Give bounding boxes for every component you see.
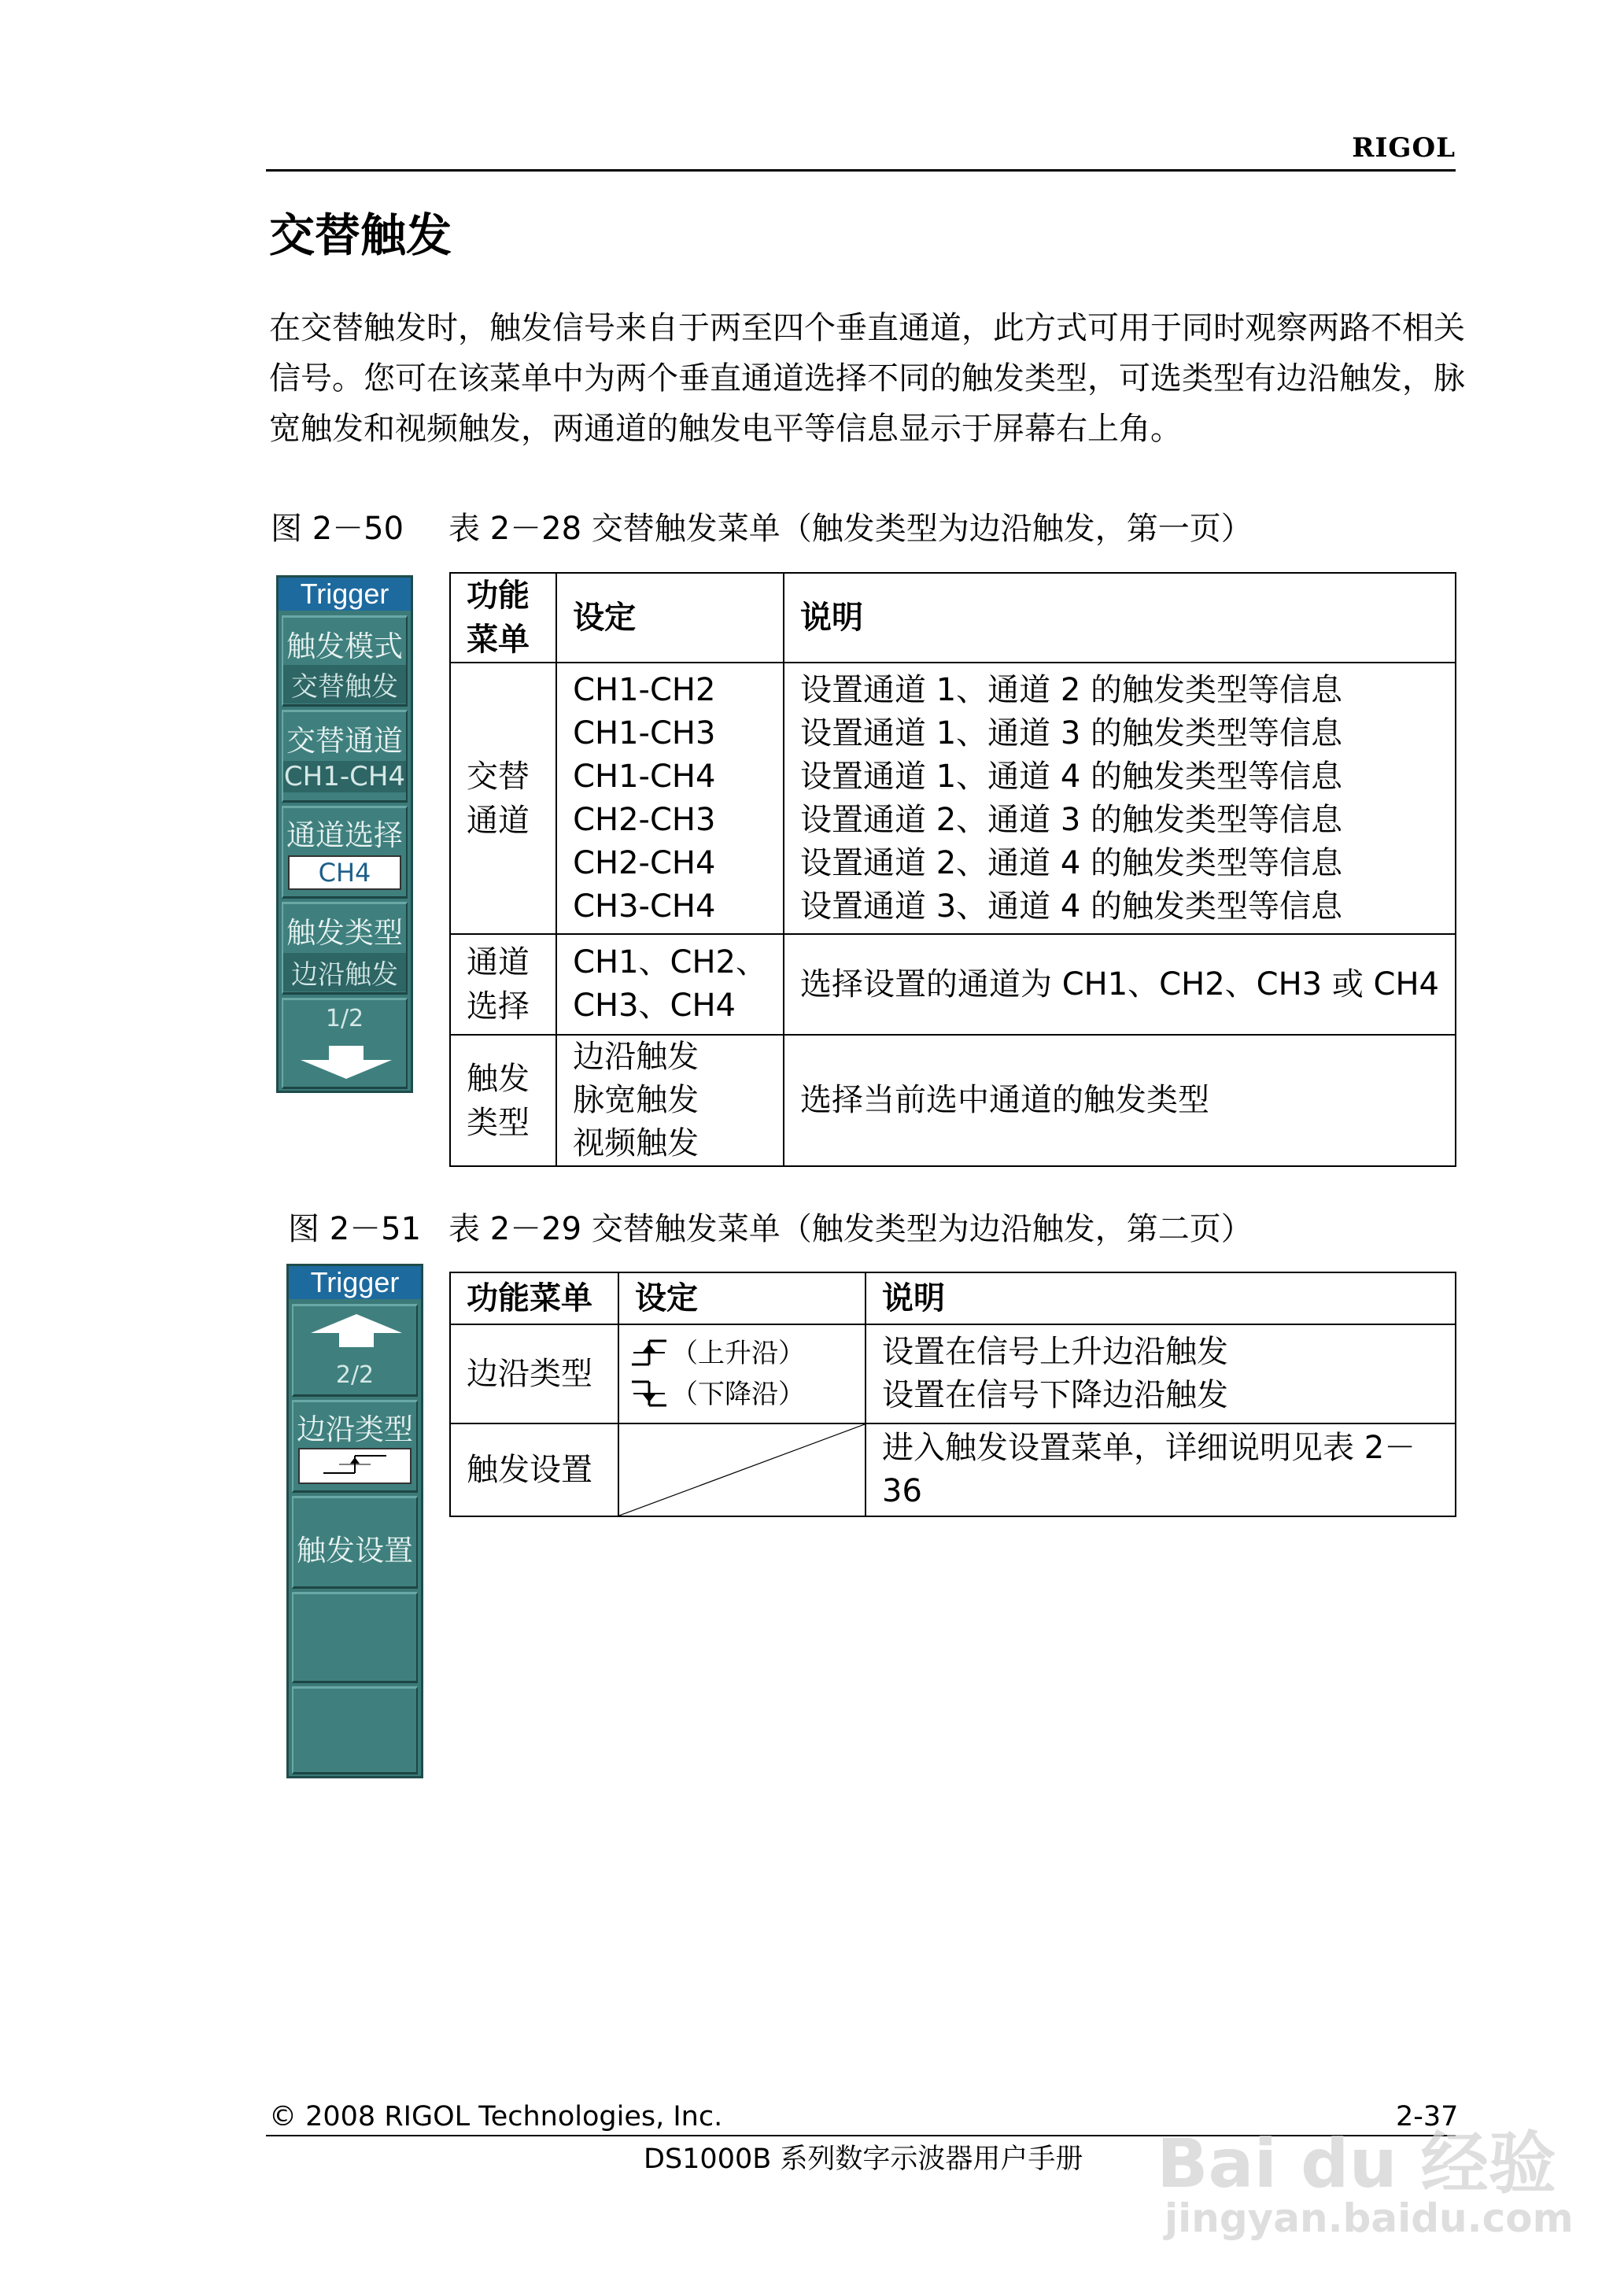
settings-cell (618, 1324, 866, 1423)
table-row (450, 1324, 1456, 1423)
table-header-row (450, 1272, 1456, 1324)
menu-cell: 边沿类型 (450, 1324, 618, 1423)
alternate-trigger-table-page2 (449, 1272, 1456, 1517)
setting-value: 边沿触发 (573, 1039, 699, 1075)
header-cell: 设定 (556, 573, 784, 663)
description-cell (866, 1324, 1456, 1423)
trigger-menu-panel-1 (276, 575, 413, 1093)
alternate-trigger-table-page1 (449, 572, 1456, 1167)
menu-button-channel-select[interactable] (282, 806, 408, 899)
description-line: 设置通道 1、通道 2 的触发类型等信息 (800, 671, 1343, 708)
figure-label-2: 图 2－51 (288, 1211, 422, 1247)
description-line: 设置通道 2、通道 4 的触发类型等信息 (800, 844, 1343, 881)
setting-item (627, 1333, 857, 1374)
description-cell (866, 1423, 1456, 1516)
footer-page-number: 2-37 (1396, 2101, 1459, 2132)
description-line: 选择当前选中通道的触发类型 (800, 1082, 1210, 1118)
description-line: 选择设置的通道为 CH1、CH2、CH3 或 CH4 (800, 966, 1439, 1002)
header-cell: 说明 (784, 573, 1456, 663)
setting-value: CH1-CH4 (573, 758, 716, 795)
menu-button-previous-page[interactable] (292, 1304, 418, 1397)
table-header-row (450, 573, 1456, 663)
menu-value: 交替触发 (283, 665, 406, 703)
rising-edge-icon (627, 1335, 671, 1372)
brand-logo: RIGOL (1352, 132, 1456, 164)
settings-cell (556, 934, 784, 1035)
figure-label-1: 图 2－50 (271, 511, 404, 547)
trigger-menu-panel-2 (286, 1264, 423, 1778)
menu-label: 通道选择 (286, 818, 403, 852)
description-line: 设置在信号上升边沿触发 (882, 1334, 1228, 1370)
menu-label: 边沿类型 (297, 1412, 413, 1446)
setting-value: CH1-CH2 (573, 671, 716, 708)
menu-cell: 通道选择 (450, 934, 556, 1035)
menu-button-empty-2 (292, 1686, 418, 1774)
settings-cell (556, 663, 784, 934)
setting-value: CH1、CH2、 (573, 944, 768, 980)
setting-value: CH2-CH3 (573, 801, 716, 838)
table-row (450, 934, 1456, 1035)
table-caption-2: 表 2－29 交替触发菜单（触发类型为边沿触发，第二页） (448, 1211, 1253, 1247)
page-indicator: 1/2 (325, 1005, 364, 1032)
setting-value: CH3-CH4 (573, 888, 716, 925)
menu-button-trigger-setup[interactable] (292, 1496, 418, 1589)
settings-cell-empty (618, 1423, 866, 1516)
menu-button-empty-1 (292, 1592, 418, 1683)
setting-item (627, 1374, 857, 1415)
intro-paragraph: 在交替触发时，触发信号来自于两至四个垂直通道，此方式可用于同时观察两路不相关信号。您可在该菜单中为两个垂直通道选择不同的触发类型，可选类型有边沿触发，脉宽触发和视频触发，两通道的触发电平等信息显示于屏幕右上角。 (269, 310, 1465, 447)
setting-value: CH3、CH4 (573, 988, 736, 1024)
description-cell (784, 934, 1456, 1035)
menu-button-trigger-type[interactable] (282, 902, 408, 995)
table-row (450, 663, 1456, 934)
header-cell: 说明 (866, 1272, 1456, 1324)
page-indicator: 2/2 (335, 1361, 375, 1389)
description-cell (784, 663, 1456, 934)
baidu-watermark-logo: Bai du 经验 (1157, 2125, 1556, 2203)
description-line: 设置在信号下降边沿触发 (882, 1377, 1228, 1413)
empty-cell-diagonal (619, 1424, 865, 1516)
setting-value: （上升沿） (671, 1338, 805, 1369)
menu-value: CH1-CH4 (283, 761, 406, 792)
footer-manual-title: DS1000B 系列数字示波器用户手册 (644, 2143, 1083, 2175)
settings-cell (556, 1035, 784, 1166)
menu-cell: 交替通道 (450, 663, 556, 934)
baidu-watermark-url: jingyan.baidu.com (1164, 2195, 1574, 2241)
menu-button-alternate-channel[interactable] (282, 710, 408, 803)
menu-button-next-page[interactable] (282, 998, 408, 1089)
menu-value-box: CH4 (288, 855, 401, 890)
description-line: 设置通道 2、通道 3 的触发类型等信息 (800, 801, 1343, 838)
rising-edge-icon (316, 1449, 394, 1481)
arrow-down-icon (297, 1046, 395, 1080)
menu-title: Trigger (289, 1266, 421, 1299)
edge-type-value-box (298, 1448, 412, 1484)
menu-label: 交替通道 (286, 724, 403, 758)
menu-title: Trigger (279, 578, 411, 611)
header-rule (266, 169, 1456, 172)
table-row (450, 1035, 1456, 1166)
menu-cell: 触发设置 (450, 1423, 618, 1516)
section-title: 交替触发 (269, 209, 452, 262)
description-cell (784, 1035, 1456, 1166)
setting-value: CH1-CH3 (573, 714, 716, 751)
description-line: 设置通道 3、通道 4 的触发类型等信息 (800, 888, 1343, 925)
description-line: 36 (882, 1473, 922, 1509)
menu-label: 触发模式 (286, 630, 403, 663)
table-row (450, 1423, 1456, 1516)
footer-copyright: © 2008 RIGOL Technologies, Inc. (269, 2101, 723, 2132)
description-line: 设置通道 1、通道 4 的触发类型等信息 (800, 758, 1343, 795)
setting-value: 视频触发 (573, 1125, 699, 1161)
arrow-up-icon (308, 1313, 405, 1347)
description-line: 设置通道 1、通道 3 的触发类型等信息 (800, 714, 1343, 751)
table-caption-1: 表 2－28 交替触发菜单（触发类型为边沿触发，第一页） (448, 511, 1253, 547)
setting-value: 脉宽触发 (573, 1082, 699, 1118)
menu-cell: 触发类型 (450, 1035, 556, 1166)
description-line: 进入触发设置菜单，详细说明见表 2－ (882, 1430, 1416, 1466)
setting-value: （下降沿） (671, 1379, 805, 1410)
menu-label: 触发设置 (297, 1534, 413, 1567)
header-cell: 功能菜单 (450, 573, 556, 663)
menu-value: 边沿触发 (283, 953, 406, 991)
header-cell: 功能菜单 (450, 1272, 618, 1324)
header-cell: 设定 (618, 1272, 866, 1324)
menu-button-trigger-mode[interactable] (282, 615, 408, 707)
menu-label: 触发类型 (286, 916, 403, 950)
falling-edge-icon (627, 1375, 671, 1413)
menu-button-edge-type[interactable] (292, 1400, 418, 1493)
setting-value: CH2-CH4 (573, 844, 716, 881)
